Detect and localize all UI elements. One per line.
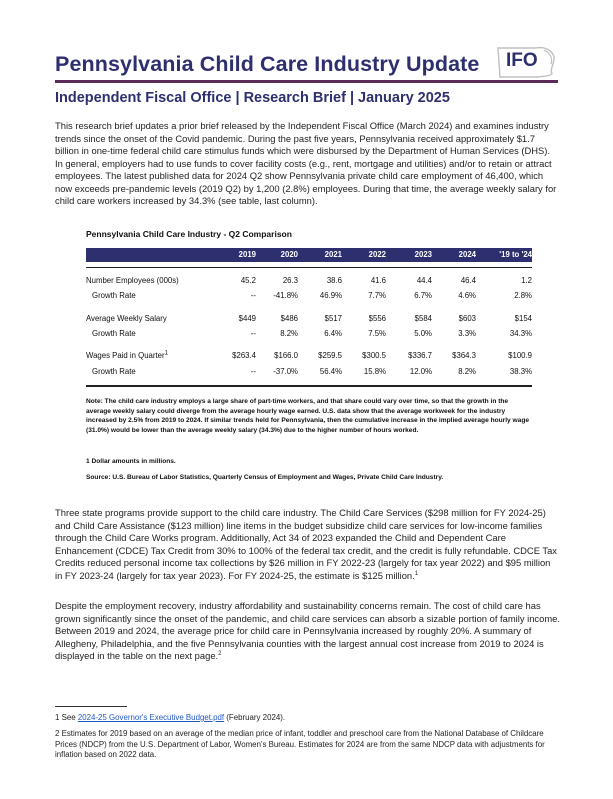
table-cell: 5.0% <box>414 329 432 338</box>
table-row-label: Growth Rate <box>92 367 136 376</box>
table-cell: $584 <box>414 314 432 323</box>
intro-paragraph: This research brief updates a prior brief released by the Independent Fiscal Office (March 2024) and examines industry trends since the onset of the Covid pandemic. During the past five years, Pennsylvania received approximately $1.7 billion in one-time federal child care stimulus funds which were disbursed by the Department of Human Services (DHS). In general, employers had to use funds to cover facility costs (e.g., rent, mortgage and utilities) and/or to retain or attract employees. The latest published data for 2024 Q2 show Pennsylvania private child care employment of 46,400, which now exceeds pre-pandemic levels (2019 Q2) by 1,200 (2.8%) employees. During that time, the average weekly salary for child care workers increased by 34.3% (see table, last column). <box>55 120 557 206</box>
table-cell: $259.5 <box>318 351 342 360</box>
table-cell: 6.4% <box>324 329 342 338</box>
logo-text: IFO <box>506 50 538 71</box>
table-cell: $486 <box>280 314 298 323</box>
table-footnote: 1 Dollar amounts in millions. <box>86 458 176 465</box>
table-cell: 7.5% <box>368 329 386 338</box>
row-label-text: Wages Paid in Quarter <box>86 351 165 360</box>
table-row-label: Average Weekly Salary <box>86 314 167 323</box>
table-cell: -- <box>250 291 256 300</box>
table-cell: 56.4% <box>319 367 342 376</box>
budget-link[interactable]: 2024-25 Governor's Executive Budget.pdf <box>77 713 225 722</box>
table-cell: $336.7 <box>408 351 432 360</box>
table-title: Pennsylvania Child Care Industry - Q2 Comparison <box>86 229 292 239</box>
table-note: Note: The child care industry employs a large share of part-time workers, and that share could vary over time, so that the growth in the average weekly salary could diverge from the average hourly wage earned. U.S. data show that the average workweek for the industry increased by 2.5% from 2019 to 2024. If similar trends held for Pennsylvania, then the cumulative increase in the implied average hourly wage (31.0%) would be lower than the average weekly salary (34.3%) due to the higher number of hours worked. <box>86 398 530 434</box>
table-cell: $603 <box>458 314 476 323</box>
table-cell: 41.6 <box>370 276 386 285</box>
table-cell: -- <box>250 367 256 376</box>
table-cell: $517 <box>324 314 342 323</box>
body-paragraph-2 <box>55 507 560 582</box>
footnote-rule <box>55 706 127 707</box>
table-cell: $556 <box>368 314 386 323</box>
page-title: Pennsylvania Child Care Industry Update <box>55 52 480 76</box>
footnote-ref: 1 <box>414 570 419 577</box>
col-header: '19 to '24 <box>499 250 532 259</box>
table-row-label: Growth Rate <box>92 329 136 338</box>
table-cell: $166.0 <box>274 351 298 360</box>
footnote-ref: 2 <box>218 650 222 657</box>
table-bottom-rule <box>86 385 532 387</box>
table-cell: 3.3% <box>458 329 476 338</box>
table-cell: $263.4 <box>232 351 256 360</box>
col-header: 2021 <box>324 250 342 259</box>
table-cell: 8.2% <box>458 367 476 376</box>
body-paragraph-3 <box>55 600 560 663</box>
table-cell: 2.8% <box>514 291 532 300</box>
table-cell: 46.9% <box>319 291 342 300</box>
table-cell: 7.7% <box>368 291 386 300</box>
table-cell: 15.8% <box>363 367 386 376</box>
table-cell: 45.2 <box>240 276 256 285</box>
table-cell: $100.9 <box>508 351 532 360</box>
table-cell: 1.2 <box>521 276 532 285</box>
footnote-1-suffix: (February 2024). <box>224 713 286 722</box>
table-cell: 8.2% <box>280 329 298 338</box>
col-header: 2024 <box>458 250 476 259</box>
table-cell: $449 <box>238 314 256 323</box>
table-row-label: Number Employees (000s) <box>86 276 179 285</box>
table-cell: 6.7% <box>414 291 432 300</box>
col-header: 2022 <box>368 250 386 259</box>
footnote-1-prefix: 1 See <box>55 713 78 722</box>
table-cell: 44.4 <box>416 276 432 285</box>
table-cell: 26.3 <box>282 276 298 285</box>
table-cell: $364.3 <box>452 351 476 360</box>
table-cell: $154 <box>514 314 532 323</box>
table-cell: 4.6% <box>458 291 476 300</box>
table-cell: $300.5 <box>362 351 386 360</box>
table-cell: 46.4 <box>460 276 476 285</box>
table-cell: -41.8% <box>273 291 298 300</box>
table-cell: 34.3% <box>509 329 532 338</box>
table-header <box>86 248 532 262</box>
table-cell: 12.0% <box>409 367 432 376</box>
table-cell: -37.0% <box>273 367 298 376</box>
footnote-1 <box>55 713 565 724</box>
table-row-label <box>86 351 168 360</box>
table-row-label: Growth Rate <box>92 291 136 300</box>
header-rule <box>55 80 558 83</box>
table-cell: -- <box>250 329 256 338</box>
table-source: Source: U.S. Bureau of Labor Statistics, Quarterly Census of Employment and Wages, Private Child Care Industry. <box>86 474 444 481</box>
col-header: 2020 <box>280 250 298 259</box>
col-header: 2023 <box>414 250 432 259</box>
page-subtitle: Independent Fiscal Office | Research Brief | January 2025 <box>55 90 450 106</box>
col-header: 2019 <box>238 250 256 259</box>
table-cell: 38.6 <box>326 276 342 285</box>
paragraph-text: Despite the employment recovery, industry affordability and sustainability concerns remain. The cost of child care has grown significantly since the onset of the pandemic, and child care services can absorb a sizable portion of family income. Between 2019 and 2024, the average price for child care in Pennsylvania increased by roughly 20%. A summary of Allegheny, Philadelphia, and the five Pennsylvania counties with the largest annual cost increase from 2019 to 2024 is displayed in the table on the next page. <box>55 600 560 661</box>
paragraph-text: Three state programs provide support to the child care industry. The Child Care Services ($298 million for FY 2024-25) and Child Care Assistance ($123 million) line items in the budget subsidize child care services for low-income families through the Child Care Works program. Additionally, Act 34 of 2023 expanded the Child and Dependent Care Enhancement (CDCE) Tax Credit from 30% to 100% of the federal tax credit, and the credit is fully refundable. CDCE Tax Credits reduced personal income tax collections by $26 million in FY 2022-23 (largely for tax year 2022) and $95 million in FY 2023-24 (largely for tax year 2023). For FY 2024-25, the estimate is $125 million. <box>55 507 557 581</box>
table-cell: 38.3% <box>509 367 532 376</box>
table-divider <box>86 267 532 268</box>
footnote-2: 2 Estimates for 2019 based on an average of the median price of infant, toddler and preschool care from the National Database of Childcare Prices (NDCP) from the U.S. Department of Labor, Women's Bureau. Estimates for 2024 are from the same NDCP data with adjustments for inflation based on 2022 data. <box>55 729 545 759</box>
row-label-footnote-mark: 1 <box>164 350 168 357</box>
